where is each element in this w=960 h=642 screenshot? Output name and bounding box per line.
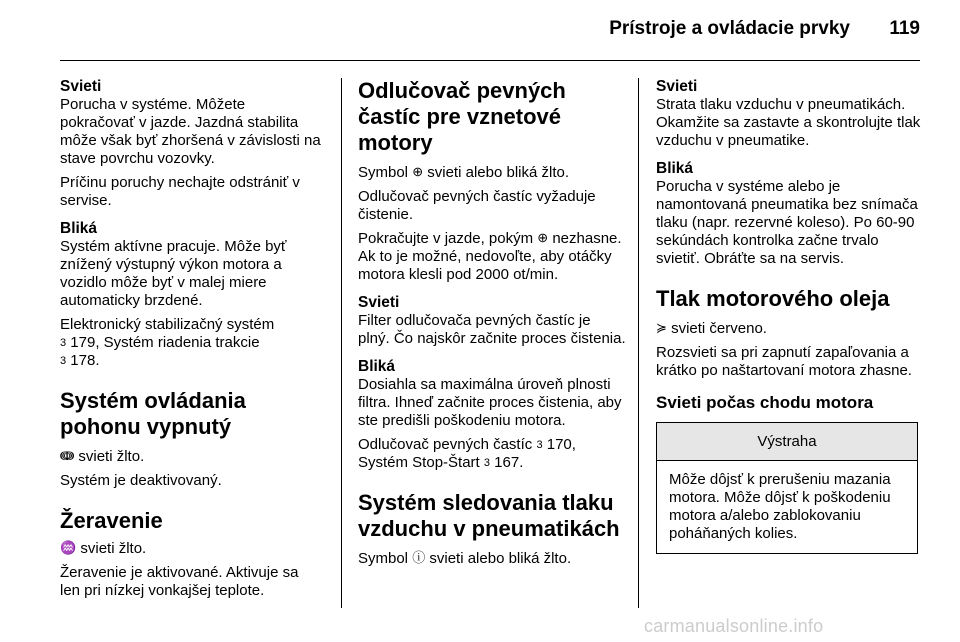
reference-arrow-icon: 3 [60, 337, 67, 349]
section-heading-traction: Systém ovládania pohonu vypnutý [60, 388, 246, 439]
header-rule [60, 60, 920, 61]
glow-plug-icon: ♒ [60, 540, 77, 555]
paragraph: ↈ svieti žlto. [60, 448, 145, 465]
subheading-svieti: Svieti [60, 78, 102, 95]
paragraph: Dosiahla sa maximálna úroveň plnosti filtra. Ihneď začnite proces čistenia, aby ste predišli poškodeniu motora. [358, 376, 622, 429]
subheading-blika: Bliká [358, 358, 396, 375]
subheading-svieti: Svieti [656, 78, 698, 95]
warning-body: Môže dôjsť k prerušeniu mazania motora. Môže dôjsť k poškodeniu motora a/alebo zablokovaniu poháňaných kolies. [669, 471, 891, 542]
paragraph: Žeravenie je aktivované. Aktivuje sa len pri nízkej vonkajšej teplote. [60, 564, 299, 599]
paragraph: Symbol ⊕ svieti alebo bliká žlto. [358, 164, 569, 181]
paragraph: Strata tlaku vzduchu v pneumatikách. Okamžite sa zastavte a skontrolujte tlak vzduchu v pneumatike. [656, 96, 921, 149]
paragraph: Rozsvieti sa pri zapnutí zapaľovania a krátko po naštartovaní motora zhasne. [656, 344, 912, 379]
section-heading-oil-pressure: Tlak motorového oleja [656, 286, 890, 311]
paragraph: Porucha v systéme alebo je namontovaná pneumatika bez snímača tlaku (napr. rezervné koleso). Po 60-90 sekúndách kontrolka začne trvalo svietiť. Obráťte sa na servis. [656, 178, 918, 267]
cross-reference: Elektronický stabilizačný systém 3 179, Systém riadenia trakcie 3 178. [60, 316, 275, 369]
subheading-oil-running: Svieti počas chodu motora [656, 393, 874, 412]
section-heading-filter: Odlučovač pevných častíc pre vznetové motory [358, 78, 566, 155]
paragraph: Systém je deaktivovaný. [60, 472, 222, 489]
watermark: carmanualsonline.info [644, 616, 824, 636]
column-divider [341, 78, 342, 608]
paragraph: Symbol ⓘ svieti alebo bliká žlto. [358, 550, 572, 567]
paragraph: Príčinu poruchy nechajte odstrániť v servise. [60, 174, 300, 209]
subheading-blika: Bliká [656, 160, 694, 177]
reference-arrow-icon: 3 [60, 355, 67, 367]
running-title: Prístroje a ovládacie prvky [609, 18, 850, 39]
warning-box [656, 422, 918, 554]
paragraph: Odlučovač pevných častíc vyžaduje čistenie. [358, 188, 596, 223]
subheading-svieti: Svieti [358, 294, 400, 311]
paragraph: Systém aktívne pracuje. Môže byť znížený výstupný výkon motora a vozidlo môže byť v malej miere automaticky brzdené. [60, 238, 287, 309]
paragraph: Porucha v systéme. Môžete pokračovať v jazde. Jazdná stabilita môže však byť zhoršená v závislosti na stave povrchu vozovky. [60, 96, 321, 167]
column-divider [638, 78, 639, 608]
particle-filter-icon: ⊕ [537, 230, 549, 245]
column-middle [358, 78, 626, 574]
section-heading-glow: Žeravenie [60, 508, 163, 533]
paragraph: ≽ svieti červeno. [656, 320, 767, 337]
cross-reference: Odlučovač pevných častíc 3 170, Systém Stop-Štart 3 167. [358, 436, 576, 471]
traction-off-icon: ↈ [60, 448, 75, 463]
paragraph: Pokračujte v jazde, pokým ⊕ nezhasne. Ak to je možné, nedovoľte, aby otáčky motora klesli pod 2000 ot/min. [358, 230, 622, 283]
subheading-blika: Bliká [60, 220, 98, 237]
oil-can-icon: ≽ [656, 320, 667, 335]
reference-arrow-icon: 3 [483, 457, 491, 469]
reference-arrow-icon: 3 [536, 439, 543, 451]
page-number: 119 [889, 18, 920, 39]
paragraph: Filter odlučovača pevných častíc je plný. Čo najskôr začnite proces čistenia. [358, 312, 626, 347]
section-heading-tyre-pressure: Systém sledovania tlaku vzduchu v pneumatikách [358, 490, 620, 541]
column-right [656, 78, 924, 554]
tyre-pressure-icon: ⓘ [412, 550, 426, 565]
column-left [60, 78, 322, 606]
particle-filter-icon: ⊕ [412, 164, 424, 179]
paragraph: ♒ svieti žlto. [60, 540, 147, 557]
warning-title: Výstraha [657, 423, 917, 461]
